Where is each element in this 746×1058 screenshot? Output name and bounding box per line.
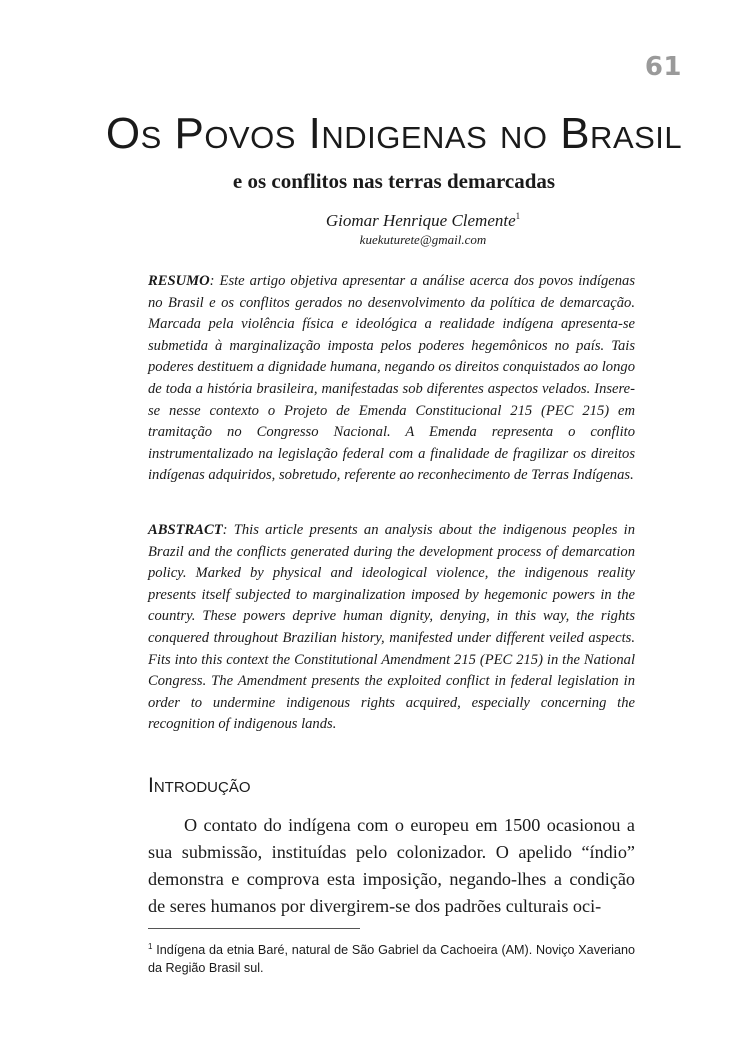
abstract-text: : This article presents an analysis about the indigenous peoples in Brazil and the conflicts generated during the development process of demarcation policy. Marked by physical and ideological violence, the indigenous reality presents itself subjected to marginalization imposed by hegemonic powers in the country. These powers deprive human dignity, denying, in this way, the rights conquered throughout Brazilian history, manifested under different veiled aspects. Fits into this context the Constitutional Amendment 215 (PEC 215) in the National Congress. The Amendment presents the exploited conflict in federal legislation in order to undermine indigenous rights acquired, especially concerning the recognition of indigenous lands. xyxy=(148,522,635,733)
article-subtitle: e os conflitos nas terras demarcadas xyxy=(232,169,556,193)
author-line xyxy=(0,205,746,232)
footnote-mark: 1 xyxy=(148,942,153,951)
footnote xyxy=(148,938,635,977)
abstract-block xyxy=(148,520,635,736)
body-paragraph: O contato do indígena com o europeu em 1500 ocasionou a sua submissão, instituídas pelo colonizador. O apelido “índio” demonstra e comprova esta imposição, negando-lhes a condição de seres humanos por divergirem-se dos padrões culturais oci- xyxy=(148,815,635,916)
page-number: 61 xyxy=(644,52,682,82)
footnote-text: Indígena da etnia Baré, natural de São Gabriel da Cachoeira (AM). Noviço Xaveriano da Região Brasil sul. xyxy=(148,943,635,975)
section-heading-introducao: Introdução xyxy=(148,774,251,797)
abstract-label: ABSTRACT xyxy=(148,522,223,538)
footnote-reference: 1 xyxy=(515,211,521,221)
resumo-text: : Este artigo objetiva apresentar a análise acerca dos povos indígenas no Brasil e os conflitos gerados no desenvolvimento da política de demarcação. Marcada pela violência física e ideológica a realidade indígena apresenta-se submetida à marginalização imposta pelos poderes hegemônicos no país. Tais poderes destituem a dignidade humana, negando os direitos conquistados ao longo de toda a história brasileira, manifestadas sob diferentes aspectos velados. Insere-se nesse contexto o Projeto de Emenda Constitucional 215 (PEC 215) em tramitação no Congresso Nacional. A Emenda representa o conflito instrumentalizado na legislação federal com a finalidade de fragilizar os direitos indígenas adquiridos, sobretudo, referente ao reconhecimento de Terras Indígenas. xyxy=(148,273,635,484)
footnote-divider xyxy=(148,928,360,929)
resumo-label: RESUMO xyxy=(148,273,210,289)
author-email: kuekuturete@gmail.com xyxy=(359,232,487,247)
author-name: Giomar Henrique Clemente xyxy=(325,211,516,230)
article-title: Os Povos Indigenas no Brasil xyxy=(105,109,683,158)
resumo-block xyxy=(148,271,635,487)
